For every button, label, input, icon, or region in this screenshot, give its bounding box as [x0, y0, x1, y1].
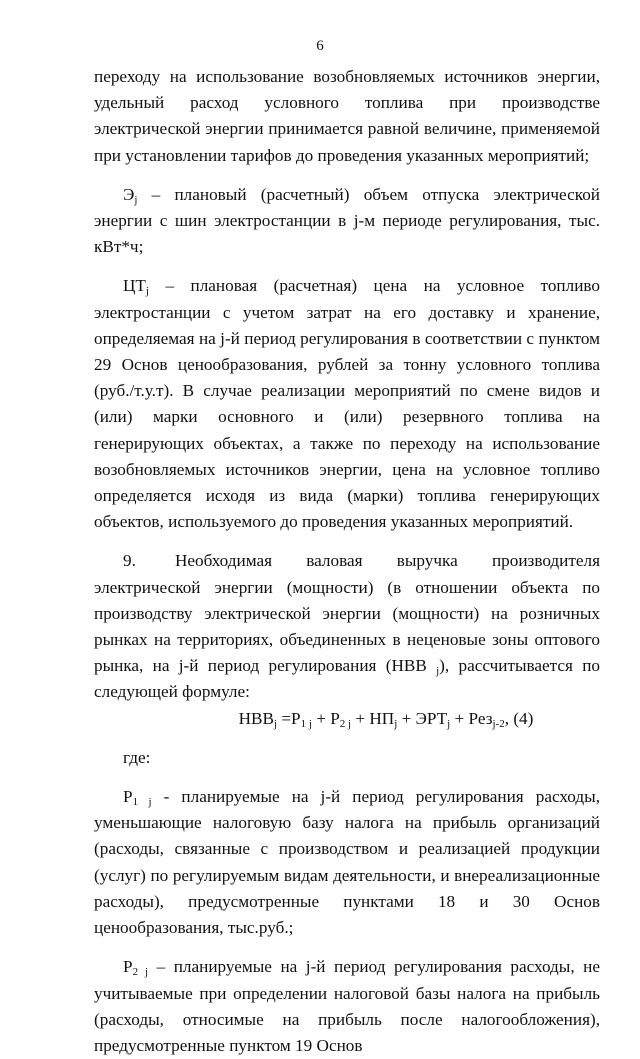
formula-number: , (4)	[504, 708, 534, 728]
symbol-p2: Р	[123, 957, 133, 977]
symbol-p1-subscript: 1 j	[132, 796, 152, 809]
paragraph-energy-supply-definition	[94, 182, 600, 261]
formula-term-p1: =Р	[277, 708, 301, 728]
document-body	[94, 64, 600, 1059]
formula-term-rez: + Рез	[450, 708, 493, 728]
symbol-ct: ЦТ	[123, 276, 146, 296]
formula-term-np: + НП	[351, 708, 395, 728]
symbol-ct-subscript: j	[145, 285, 149, 298]
where-label: где:	[123, 747, 151, 767]
formula-term-nvv: НВВ	[238, 708, 274, 728]
fuel-price-text: – плановая (расчетная) цена на условное топливо электростанции с учетом затрат на его доставку и хранение, определяемая на j-й период регулирования в соответствии с пунктом 29 Основ ценообразования, рублей за тонну условного топлива (руб./т.у.т). В случае реализации мероприятий по смене видов и (или) марки основного и (или) резервного топлива на генерирующих объектах, а также по переходу на использование возобновляемых источников энергии, цена на условное топливо определяется исходя из вида (марки) топлива генерирующих объектов, используемого до проведения указанных мероприятий.	[94, 276, 600, 532]
formula-sub: j	[273, 717, 278, 730]
item-number: 9.	[123, 551, 136, 571]
formula-sub: 1 j	[300, 717, 312, 730]
paragraph-fuel-price-definition	[94, 273, 600, 535]
formula-sub: j	[394, 717, 398, 730]
item-9-text-a: Необходимая валовая выручка производителя электрической энергии (мощности) (в отношении объекта по производству электрической энергии (мощности) на розничных рынках на территориях, объединенных в неценовые зоны оптового рынка, на j-й период регулирования (НВВ	[94, 551, 600, 676]
paragraph-fuel-consumption-continuation: переходу на использование возобновляемых источников энергии, удельный расход условного топлива при производстве электрической энергии принимается равной величине, применяемой при установлении тарифов до проведения указанных мероприятий;	[94, 67, 600, 165]
symbol-p1: Р	[123, 787, 133, 807]
item-9-subscript: j	[436, 665, 440, 678]
symbol-p2-subscript: 2 j	[132, 966, 149, 979]
formula-sub: j-2	[492, 717, 505, 730]
formula-sub: j	[447, 717, 451, 730]
energy-supply-text: – плановый (расчетный) объем отпуска электрической энергии с шин электростанции в j-м периоде регулирования, тыс. кВт*ч;	[94, 184, 600, 257]
item-9-text-b: ), рассчитывается по следующей формуле:	[94, 656, 601, 702]
formula-term-ert: + ЭРТ	[397, 708, 448, 728]
paragraph-item-9	[94, 548, 600, 705]
formula-sub: 2 j	[339, 717, 352, 730]
paragraph-p1-definition	[94, 784, 600, 941]
symbol-e: Э	[123, 184, 135, 204]
symbol-e-subscript: j	[134, 193, 138, 206]
paragraph-p2-definition	[94, 954, 600, 1059]
formula-nvv	[94, 706, 600, 732]
p1-text: - планируемые на j-й период регулирования расходы, уменьшающие налоговую базу налога на прибыль организаций (расходы, связанные с производством и реализацией продукции (услуг) по регулируемым видам деятельности, и внереализационные расходы), предусмотренные пунктами 18 и 30 Основ ценообразования, тыс.руб.;	[94, 787, 600, 938]
p2-text: – планируемые на j-й период регулирования расходы, не учитываемые при определении налоговой базы налога на прибыль (расходы, относимые на прибыль после налогообложения), предусмотренные пунктом 19 Основ	[94, 957, 600, 1055]
page-number: 6	[316, 38, 324, 54]
formula-term-p2: + Р	[311, 708, 340, 728]
